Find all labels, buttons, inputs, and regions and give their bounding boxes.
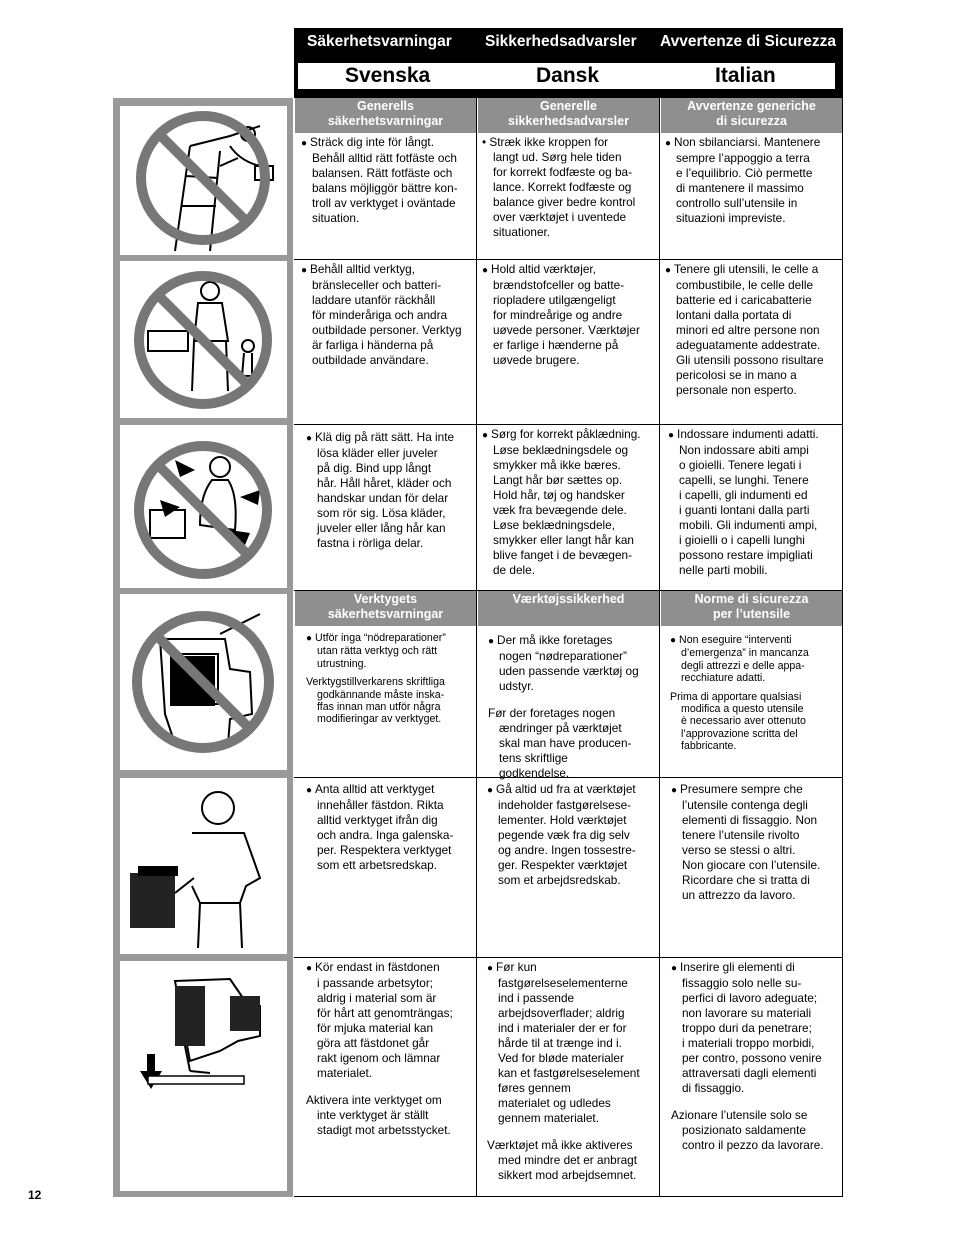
text-line: balance giver bedre kontrol — [493, 195, 636, 209]
text-line: godkännande måste inska- — [317, 688, 445, 701]
text-line: i guanti lontani dalla parti — [679, 503, 810, 517]
text-line: controllo sull’utensile in — [676, 196, 798, 210]
text-line: posizionato saldamente — [682, 1123, 806, 1137]
paragraph-gap — [671, 1096, 841, 1108]
text-line: Azionare l’utensile solo se — [671, 1108, 808, 1122]
row-divider — [294, 957, 843, 958]
bullet-icon: ● — [670, 635, 677, 646]
person-with-nailer-icon — [120, 778, 287, 954]
text-line: di fissaggio. — [682, 1081, 745, 1095]
text-line: tenere l’utensile rivolto — [682, 828, 800, 842]
text-line: troppo duri da penetrare; — [682, 1021, 812, 1035]
text-line: possono restare impigliati — [679, 548, 813, 562]
text-line: och andra. Inga galenska- — [317, 828, 454, 842]
text-line — [665, 262, 840, 278]
paragraph-gap — [306, 1081, 474, 1093]
language-swedish: Svenska — [345, 64, 431, 87]
text-line: balansen. Rätt fotfäste och — [312, 166, 453, 180]
text-line: di mantenere il massimo — [676, 181, 804, 195]
text-line: langt ud. Sørg hele tiden — [493, 150, 622, 164]
row-divider — [294, 424, 843, 425]
text-line: degli attrezzi e delle appa- — [681, 659, 805, 672]
paragraph-gap — [487, 1126, 657, 1138]
text-line-content: Før kun — [496, 960, 537, 974]
column-divider — [476, 98, 477, 1197]
text-cell-it-2 — [665, 262, 840, 398]
text-line: contro il pezzo da lavorare. — [682, 1138, 824, 1152]
text-line — [488, 633, 656, 649]
bullet-icon: ● — [671, 963, 678, 974]
text-line: per contro, possono venire — [682, 1051, 822, 1065]
text-line: stadigt mot arbetsstycket. — [317, 1123, 451, 1137]
text-line: laddare utanför räckhåll — [312, 293, 436, 307]
text-line: i capelli, gli indumenti ed — [679, 488, 808, 502]
section-header-line: Generells — [357, 99, 414, 113]
text-line: gennem materialet. — [498, 1111, 599, 1125]
section-header-line: Generelle — [540, 99, 597, 113]
text-line: uøvede brugere. — [493, 353, 580, 367]
text-line: Non giocare con l’utensile. — [682, 858, 821, 872]
text-line: modifieringar av verktyget. — [317, 713, 442, 726]
text-line: outbildade användare. — [312, 353, 429, 367]
text-line: d’emergenza” in mancanza — [681, 647, 809, 660]
bottom-border — [294, 1196, 843, 1197]
text-line: arbejdsoverflader; aldrig — [498, 1006, 625, 1020]
text-line: de dele. — [493, 563, 535, 577]
text-line: hår. Håll håret, kläder och — [317, 476, 452, 490]
subtitle-swedish: Säkerhetsvarningar — [307, 33, 452, 50]
section-header-line: säkerhetsvarningar — [327, 607, 444, 621]
text-line: perfici di lavoro adeguate; — [682, 991, 818, 1005]
text-line: mobili. Gli indumenti ampi, — [679, 518, 818, 532]
page-number: 12 — [28, 1188, 42, 1202]
tool-safety-header-danish — [478, 591, 659, 626]
text-line — [671, 960, 841, 976]
text-line: Langt hår bør sættes op. — [493, 473, 623, 487]
text-line: balans möjliggör bättre kon- — [312, 181, 458, 195]
text-line: un attrezzo da lavoro. — [682, 888, 796, 902]
language-header — [294, 28, 843, 98]
clothing-illustration — [120, 425, 287, 588]
bullet-icon: ● — [487, 785, 494, 796]
text-line: er farlige i hænderne på — [493, 338, 619, 352]
text-line: Gli utensili possono risultare — [676, 353, 824, 367]
bullet-icon: ● — [488, 636, 495, 647]
text-cell-da-1 — [482, 135, 656, 240]
text-line: personale non esperto. — [676, 383, 797, 397]
no-overreach-icon — [120, 106, 287, 255]
text-cell-it-4 — [670, 634, 840, 753]
text-line: Værktøjet må ikke aktiveres — [487, 1138, 633, 1152]
text-line: lance. Korrekt fodfæste og — [493, 180, 632, 194]
text-cell-it-1 — [665, 135, 840, 226]
text-line: är farliga i händerna på — [312, 338, 434, 352]
text-cell-it-6 — [671, 960, 841, 1153]
no-children-icon — [120, 261, 287, 418]
text-cell-sv-3 — [306, 430, 474, 551]
text-line-content: Presumere sempre che — [680, 782, 803, 796]
text-line: Før der foretages nogen — [488, 706, 616, 720]
text-line — [671, 782, 841, 798]
right-border — [842, 98, 843, 1197]
text-line: l’approvazione scritta del — [681, 727, 798, 740]
no-repair-icon — [120, 594, 287, 770]
text-line: recchiature adatti. — [681, 672, 766, 685]
text-line: ind i passende — [498, 991, 575, 1005]
no-emergency-repairs-illustration — [120, 594, 287, 770]
text-line — [482, 427, 656, 443]
text-line: nogen “nødreparationer” — [499, 649, 627, 663]
text-line: fastna i rörliga delar. — [317, 536, 424, 550]
section-header-line: Værktøjssikkerhed — [512, 592, 625, 606]
text-line — [487, 960, 657, 976]
text-line: rakt igenom och lämnar — [317, 1051, 441, 1065]
text-line: i passande arbetsytor; — [317, 976, 434, 990]
text-line — [306, 632, 474, 645]
keep-from-children-illustration — [120, 261, 287, 418]
text-line: tens skriftlige — [499, 751, 568, 765]
text-line: situazioni impreviste. — [676, 211, 786, 225]
text-line: för hårt att genomträngas; — [317, 1006, 453, 1020]
text-line-content: Klä dig på rätt sätt. Ha inte — [315, 430, 455, 444]
text-line: Løse beklædningsdele, — [493, 518, 615, 532]
text-line: • Stræk ikke kroppen for — [482, 135, 609, 149]
illustration-column — [113, 98, 293, 1197]
bullet-icon: ● — [482, 265, 489, 276]
text-line: materialet og udledes — [498, 1096, 611, 1110]
text-line: indeholder fastgørelsese- — [498, 798, 632, 812]
text-line-content: Indossare indumenti adatti. — [677, 427, 819, 441]
text-cell-sv-5 — [306, 782, 474, 873]
section-header-line: säkerhetsvarningar — [327, 114, 444, 128]
overreach-illustration — [120, 106, 287, 255]
text-line — [301, 135, 473, 151]
section-header-line: Verktygets — [353, 592, 418, 606]
text-line-content: Inserire gli elementi di — [680, 960, 795, 974]
subtitle-italian: Avvertenze di Sicurezza — [660, 33, 837, 50]
bullet-icon: ● — [487, 963, 494, 974]
text-line: för mjuka material kan — [317, 1021, 434, 1035]
nailer-on-surface-icon — [120, 961, 287, 1191]
text-line: modifica a questo utensile — [681, 703, 804, 716]
text-line — [665, 135, 840, 151]
text-line: sikkert mod arbejdsemnet. — [498, 1168, 637, 1182]
language-box — [298, 63, 835, 89]
text-cell-da-3 — [482, 427, 656, 578]
text-cell-da-2 — [482, 262, 656, 368]
text-line: för minderåriga och andra — [312, 308, 448, 322]
text-line: ændringer på værktøjet — [499, 721, 622, 735]
text-line: smykker eller langt hår kan — [493, 533, 634, 547]
text-line: handskar undan för delar — [317, 491, 449, 505]
text-line — [482, 262, 656, 278]
text-line: aldrig i material som är — [317, 991, 437, 1005]
text-line-content: Kör endast in fästdonen — [315, 960, 440, 974]
text-line: smykker må ikke bæres. — [493, 458, 621, 472]
subtitle-danish: Sikkerhedsadvarsler — [485, 33, 637, 50]
bullet-icon: ● — [306, 785, 313, 796]
text-line-content: Der må ikke foretages — [497, 633, 613, 647]
text-line: combustibile, le celle delle — [676, 278, 814, 292]
text-line: fissaggio solo nelle su- — [682, 976, 802, 990]
text-line-content: Anta alltid att verktyget — [315, 782, 435, 796]
section-header-swedish — [295, 98, 476, 133]
text-line: batterie ed i caricabatterie — [676, 293, 812, 307]
text-line: uøvede personer. Værktøjer — [493, 323, 640, 337]
column-divider — [659, 98, 660, 1197]
text-line-content: Behåll alltid verktyg, — [310, 262, 415, 276]
tool-safety-header-swedish — [295, 591, 476, 626]
text-line: minori ed altre persone non — [676, 323, 820, 337]
text-line: utan rätta verktyg och rätt — [317, 645, 438, 658]
bullet-icon: ● — [306, 963, 313, 974]
text-line: Prima di apportare qualsiasi — [670, 690, 802, 703]
text-line: Aktivera inte verktyget om — [306, 1093, 442, 1107]
text-line-content: Non eseguire “interventi — [679, 634, 792, 646]
text-line: non lavorare su materiali — [682, 1006, 812, 1020]
text-cell-da-5 — [487, 782, 657, 888]
text-line-content: Non sbilanciarsi. Mantenere — [674, 135, 821, 149]
language-danish: Dansk — [536, 64, 600, 87]
section-header-line: Norme di sicurezza — [694, 592, 809, 606]
tool-safety-header-italian — [661, 591, 842, 626]
text-line — [306, 430, 474, 446]
section-header-italian — [661, 98, 842, 133]
text-line-content: Hold altid værktøjer, — [491, 262, 596, 276]
section-header-line: per l’utensile — [712, 607, 791, 621]
language-italian: Italian — [715, 64, 776, 87]
text-line: göra att fästdonet går — [317, 1036, 430, 1050]
text-line: med mindre det er anbragt — [498, 1153, 638, 1167]
text-line — [668, 427, 840, 443]
text-line: kan et fastgørelseselement — [498, 1066, 640, 1080]
text-line: Hold hår, tøj og handsker — [493, 488, 625, 502]
text-line: lontani dalla portata di — [676, 308, 792, 322]
bullet-icon: ● — [301, 265, 308, 276]
text-line: riopladere utilgængeligt — [493, 293, 616, 307]
text-line: Behåll alltid rätt fotfäste och — [312, 151, 457, 165]
text-line: sempre l’appoggio a terra — [676, 151, 810, 165]
text-line: udstyr. — [499, 679, 534, 693]
text-line: e l’equilibrio. Ciò permette — [676, 166, 813, 180]
paragraph-gap — [488, 694, 656, 706]
text-line: o gioielli. Tenere legati i — [679, 458, 802, 472]
text-line — [306, 960, 474, 976]
text-line: hårde til at trænge ind i. — [498, 1036, 622, 1050]
section-header-line: di sicurezza — [716, 114, 787, 128]
text-line: fastgørelseselementerne — [498, 976, 628, 990]
bullet-icon: ● — [671, 785, 678, 796]
text-line: i gioielli o i capelli lunghi — [679, 533, 805, 547]
work-surface-illustration — [120, 961, 287, 1191]
text-line: adeguatamente addestrate. — [676, 338, 821, 352]
text-line: og andre. Ingen tossestre- — [498, 843, 636, 857]
text-line: blive fanget i de bevægen- — [493, 548, 633, 562]
text-line — [306, 782, 474, 798]
text-line: væk fra bevægende dele. — [493, 503, 627, 517]
text-cell-sv-4 — [306, 632, 474, 726]
text-line: lementer. Hold værktøjet — [498, 813, 627, 827]
text-line: materialet. — [317, 1066, 373, 1080]
text-line: over værktøjet i uventede — [493, 210, 627, 224]
text-line: elementi di fissaggio. Non — [682, 813, 818, 827]
text-cell-da-4 — [488, 633, 656, 781]
text-line: ind i materialer der er for — [498, 1021, 627, 1035]
text-line: lösa kläder eller juveler — [317, 446, 438, 460]
section-header-line: sikkerhedsadvarsler — [508, 114, 629, 128]
text-line: som rör sig. Lösa kläder, — [317, 506, 446, 520]
text-line: pegende væk fra dig selv — [498, 828, 630, 842]
text-line: for korrekt fodfæste og ba- — [493, 165, 633, 179]
text-line: attraversati dagli elementi — [682, 1066, 817, 1080]
text-line: på dig. Bind upp långt — [317, 461, 432, 475]
text-line: pericolosi se in mano a — [676, 368, 797, 382]
text-line: skal man have producen- — [499, 736, 632, 750]
bullet-icon: ● — [665, 265, 672, 276]
text-line: innehåller fästdon. Rikta — [317, 798, 444, 812]
bullet-icon: ● — [306, 433, 313, 444]
text-cell-sv-1 — [301, 135, 473, 226]
text-line — [670, 634, 840, 647]
text-line: som et arbejdsredskab. — [498, 873, 621, 887]
text-line: Non indossare abiti ampi — [679, 443, 809, 457]
text-cell-it-3 — [668, 427, 840, 578]
bullet-icon: ● — [668, 430, 675, 441]
text-line: outbildade personer. Verktyg — [312, 323, 462, 337]
text-line: verso se stessi o altri. — [682, 843, 796, 857]
text-line: è necessario aver ottenuto — [681, 715, 806, 728]
text-cell-it-5 — [671, 782, 841, 903]
text-line-content: Sträck dig inte för långt. — [310, 135, 434, 149]
text-cell-sv-6 — [306, 960, 474, 1138]
bullet-icon: ● — [301, 138, 308, 149]
text-line — [301, 262, 473, 278]
text-line: utrustning. — [317, 657, 367, 670]
text-line: for mindreårige og andre — [493, 308, 623, 322]
text-line: fabbricante. — [681, 740, 737, 753]
text-line: føres gennem — [498, 1081, 571, 1095]
text-line: Løse beklædningsdele og — [493, 443, 629, 457]
text-line: situationer. — [493, 225, 551, 239]
text-line: ffas innan man utför några — [317, 701, 441, 714]
text-cell-da-6 — [487, 960, 657, 1183]
text-line: alltid verktyget ifrån dig — [317, 813, 438, 827]
text-line-content: Utför inga “nödreparationer” — [315, 632, 446, 644]
text-line: i materiali troppo morbidi, — [682, 1036, 815, 1050]
text-line-content: Gå altid ud fra at værktøjet — [496, 782, 636, 796]
bullet-icon: ● — [482, 430, 489, 441]
row-divider — [294, 259, 843, 260]
text-line: Verktygstillverkarens skriftliga — [306, 676, 445, 689]
text-line: Ved for bløde materialer — [498, 1051, 624, 1065]
text-line: uden passende værktøj og — [499, 664, 639, 678]
text-line: capelli, se lunghi. Tenere — [679, 473, 809, 487]
text-cell-sv-2 — [301, 262, 473, 368]
text-line: troll av verktyget i oväntade — [312, 196, 456, 210]
assume-loaded-illustration — [120, 778, 287, 954]
text-line: per. Respektera verktyget — [317, 843, 452, 857]
text-line: ger. Respekter værktøjet — [498, 858, 628, 872]
text-line: godkendelse. — [499, 766, 570, 780]
bullet-icon: ● — [665, 138, 672, 149]
section-header-line: Avvertenze generiche — [687, 99, 816, 113]
text-line — [487, 782, 657, 798]
text-line: brændstofceller og batte- — [493, 278, 625, 292]
text-line: situation. — [312, 211, 360, 225]
text-line: som ett arbetsredskap. — [317, 858, 437, 872]
text-line: Ricordare che si tratta di — [682, 873, 810, 887]
text-line: juveler eller lång hår kan — [317, 521, 446, 535]
text-line: l’utensile contenga degli — [682, 798, 808, 812]
text-line-content: Sørg for korrekt påklædning. — [491, 427, 641, 441]
text-line: bränsleceller och batteri- — [312, 278, 442, 292]
bullet-icon: ● — [306, 633, 313, 644]
text-line: inte verktyget är ställt — [317, 1108, 429, 1122]
text-line-content: Tenere gli utensili, le celle a — [674, 262, 819, 276]
no-loose-clothing-icon — [120, 425, 287, 588]
section-header-danish — [478, 98, 659, 133]
text-line: nelle parti mobili. — [679, 563, 768, 577]
